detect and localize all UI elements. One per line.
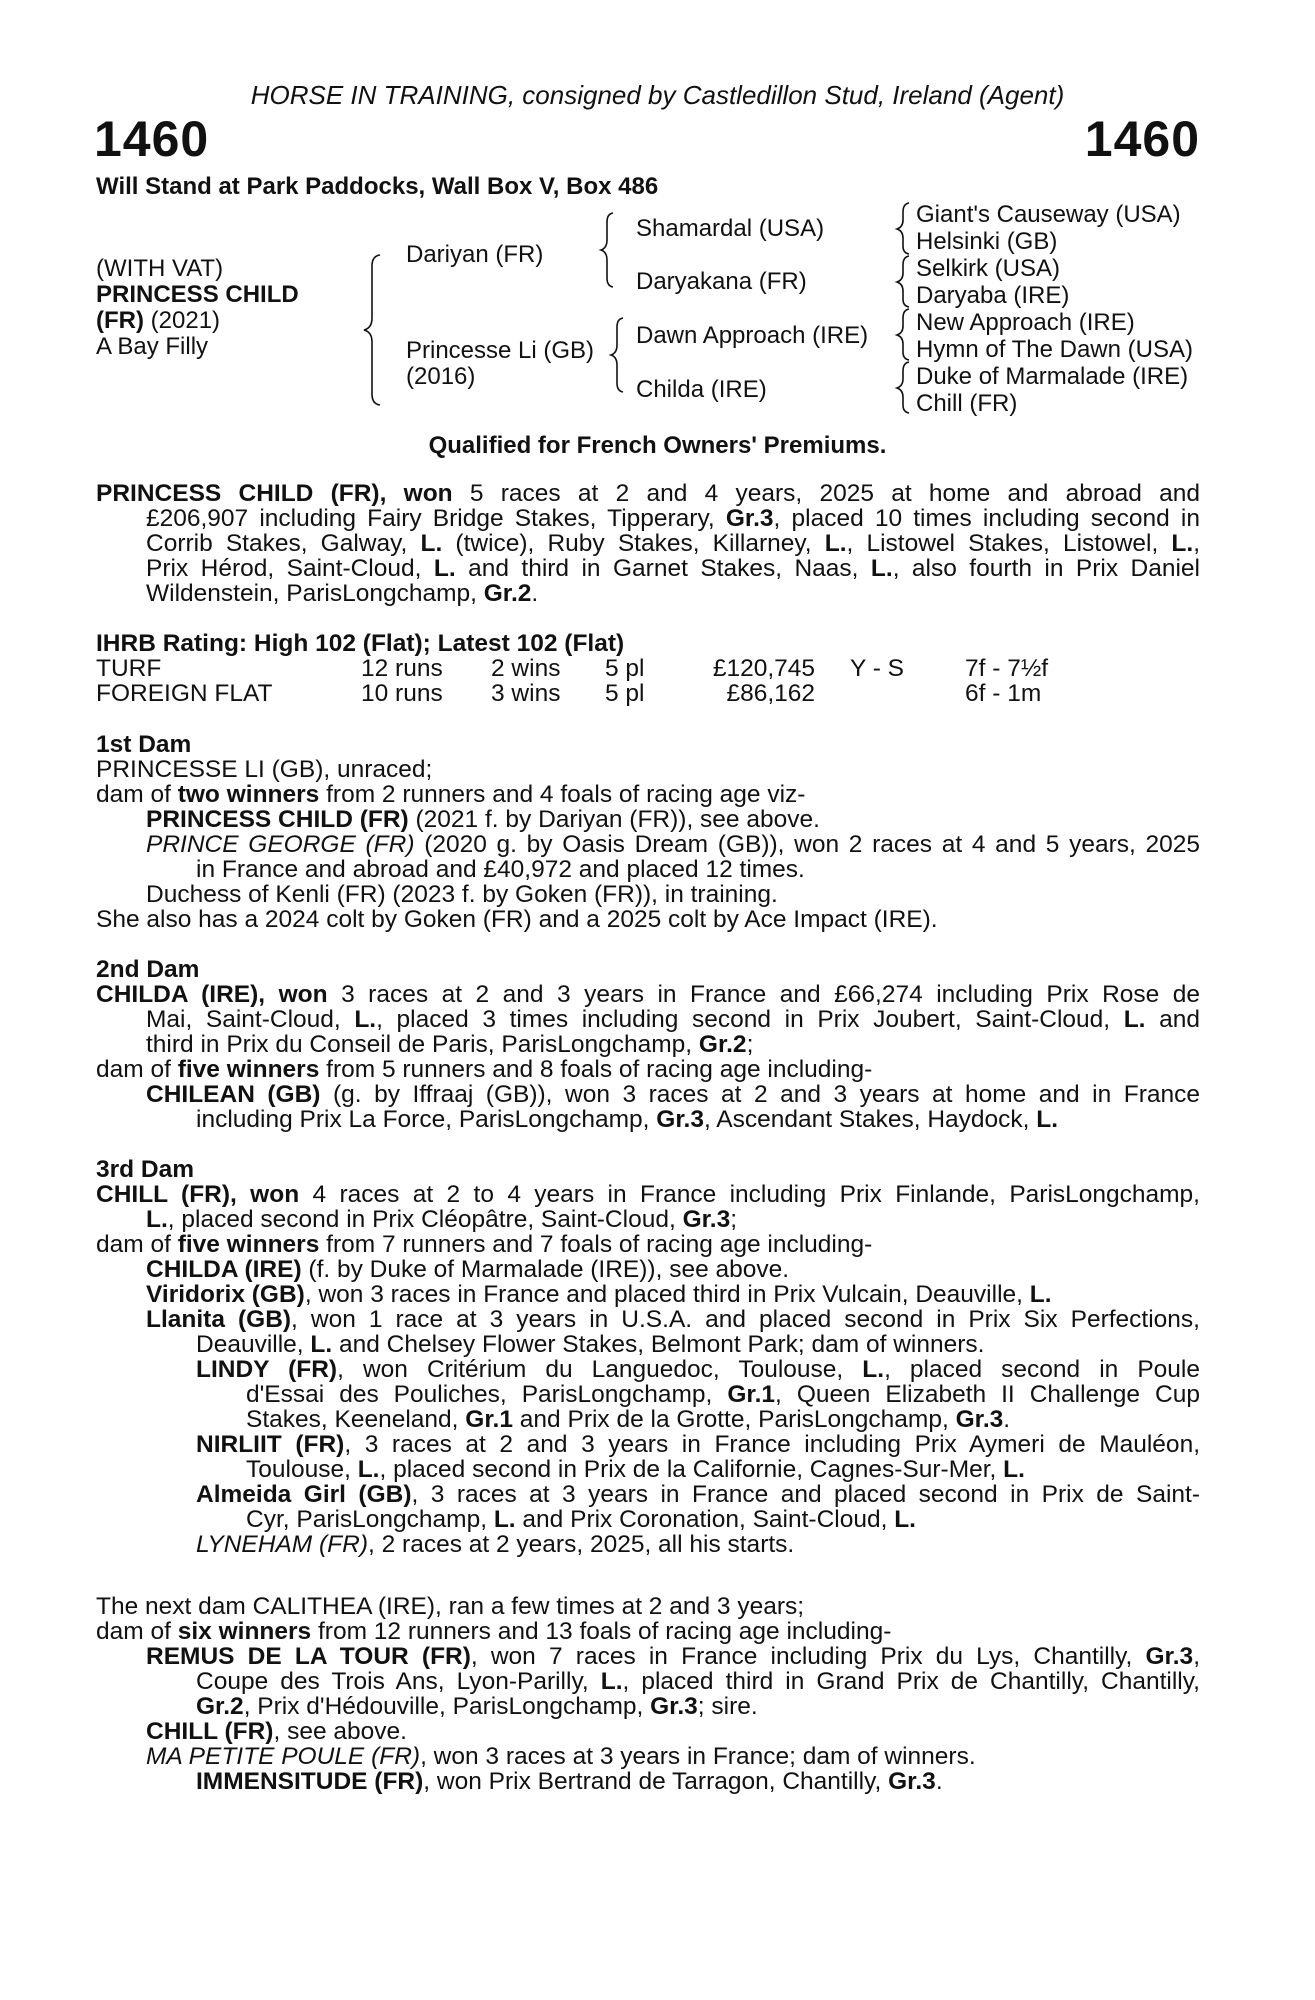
progeny-name: LINDY (FR) — [196, 1356, 338, 1383]
summary-line-3 — [146, 531, 1200, 557]
rating-row-turf-earnings: £120,745 — [712, 655, 815, 682]
pedigree-dsd: Hymn of The Dawn (USA) — [916, 336, 1193, 363]
summary-line-2 — [146, 506, 1200, 532]
next-dam-text: from 12 runners and 13 foals of racing age including- — [311, 1618, 892, 1645]
dam2-text: , placed 3 times including second in Prix Joubert, Saint-Cloud, — [376, 1006, 1124, 1033]
grade: Gr.1 — [465, 1406, 513, 1433]
brace-ds — [897, 309, 909, 360]
dam3-heading: 3rd Dam — [96, 1156, 195, 1183]
progeny-name: PRINCESS CHILD (FR) — [146, 806, 409, 833]
rating-row-foreign-wins: 3 wins — [491, 680, 561, 707]
dam3-text: Toulouse, — [246, 1456, 358, 1483]
summary-text: , also fourth in Prix Daniel — [892, 555, 1200, 582]
dam1-heading: 1st Dam — [96, 731, 192, 758]
rating-row-foreign-earnings: £86,162 — [726, 680, 815, 707]
dam3-text: , won Critérium du Languedoc, Toulouse, — [337, 1356, 863, 1383]
dam3-text: and Prix de la Grotte, ParisLongchamp, — [512, 1406, 956, 1433]
summary-line-4 — [146, 556, 1200, 582]
dam3-line-8 — [196, 1357, 1200, 1383]
dam2-winners: five winners — [177, 1056, 320, 1083]
next-dam-line-5 — [196, 1694, 758, 1720]
dam3-line-13 — [196, 1482, 1200, 1508]
dam3-text: , 3 races at 3 years in France and placed second in Prix de Saint- — [411, 1481, 1200, 1508]
dam2-name: CHILDA (IRE), won — [96, 981, 328, 1008]
grade: L. — [1171, 530, 1194, 557]
summary-text: , Listowel Stakes, Listowel, — [846, 530, 1172, 557]
grade: L. — [357, 1456, 380, 1483]
grade: L. — [862, 1356, 885, 1383]
rating-row-turf-wins: 2 wins — [491, 655, 561, 682]
pedigree-dds: Duke of Marmalade (IRE) — [916, 363, 1189, 390]
summary-text: Prix Hérod, Saint-Cloud, — [146, 555, 434, 582]
summary-name: PRINCESS CHILD (FR), won — [96, 480, 453, 507]
dam2-line-3 — [146, 1032, 753, 1058]
dam1-winners: two winners — [177, 781, 320, 808]
summary-text: Wildenstein, ParisLongchamp, — [146, 580, 484, 607]
dam2-text: Mai, Saint-Cloud, — [146, 1006, 355, 1033]
summary-text: , — [1193, 530, 1201, 557]
dam3-text: 4 races at 2 to 4 years in France including Prix Finlande, ParisLongchamp, — [299, 1181, 1200, 1208]
dam2-text: dam of — [96, 1056, 178, 1083]
grade: L. — [354, 1006, 377, 1033]
dam1-text: (2021 f. by Dariyan (FR)), see above. — [408, 806, 820, 833]
pedigree-dam-dam: Childa (IRE) — [636, 376, 767, 403]
next-dam-line-4 — [196, 1669, 1200, 1695]
progeny-name: CHILL (FR) — [146, 1718, 274, 1745]
summary-text: , placed 10 times including second in — [773, 505, 1200, 532]
brace-main — [364, 255, 380, 405]
grade: Gr.1 — [727, 1381, 776, 1408]
dam3-text: Cyr, ParisLongchamp, — [246, 1506, 494, 1533]
horse-year: (2021) — [143, 307, 221, 334]
horse-description: A Bay Filly — [96, 333, 209, 360]
grade: L. — [1123, 1006, 1146, 1033]
dam3-winners: five winners — [177, 1231, 320, 1258]
dam1-line-6: Duchess of Kenli (FR) (2023 f. by Goken (FR)), in training. — [146, 881, 778, 908]
progeny-name: LYNEHAM (FR) — [196, 1531, 368, 1558]
vat-label: (WITH VAT) — [96, 255, 224, 282]
rating-title: IHRB Rating: High 102 (Flat); Latest 102 (Flat) — [96, 630, 625, 657]
progeny-name: Viridorix (GB) — [146, 1281, 305, 1308]
brace-sire — [601, 213, 613, 287]
dam1-text: dam of — [96, 781, 178, 808]
rating-row-foreign-placed: 5 pl — [605, 680, 645, 707]
dam3-text: , placed second in Prix de la Californie, Cagnes-Sur-Mer, — [379, 1456, 1004, 1483]
dam3-line-3 — [96, 1232, 872, 1258]
grade: Gr.2 — [698, 1031, 747, 1058]
grade: L. — [824, 530, 847, 557]
summary-text: . — [531, 580, 539, 607]
dam3-text: from 7 runners and 7 foals of racing age including- — [319, 1231, 873, 1258]
pedigree-dss: New Approach (IRE) — [916, 309, 1135, 336]
pedigree-sds: Selkirk (USA) — [916, 255, 1061, 282]
next-dam-text: ; sire. — [697, 1693, 758, 1720]
dam1-line-1: PRINCESSE LI (GB), unraced; — [96, 756, 433, 783]
pedigree-ddd: Chill (FR) — [916, 390, 1018, 417]
progeny-name: MA PETITE POULE (FR) — [146, 1743, 421, 1770]
next-dam-text: , Prix d'Hédouville, ParisLongchamp, — [243, 1693, 651, 1720]
dam3-text: , won 3 races in France and placed third in Prix Vulcain, Deauville, — [304, 1281, 1030, 1308]
dam3-text: (f. by Duke of Marmalade (IRE)), see above. — [301, 1256, 790, 1283]
dam3-text: , 2 races at 2 years, 2025, all his starts. — [367, 1531, 795, 1558]
pedigree-ssd: Helsinki (GB) — [916, 228, 1058, 255]
pedigree-dam: Princesse Li (GB) — [406, 337, 595, 364]
next-dam-text: dam of — [96, 1618, 178, 1645]
dam3-line-7 — [196, 1332, 984, 1358]
progeny-name: Almeida Girl (GB) — [196, 1481, 412, 1508]
dam3-line-11 — [196, 1432, 1200, 1458]
summary-text: and third in Garnet Stakes, Naas, — [455, 555, 871, 582]
dam3-text: Deauville, — [196, 1331, 311, 1358]
next-dam-line-8 — [196, 1769, 943, 1795]
brace-dd — [897, 362, 909, 413]
grade: Gr.2 — [483, 580, 532, 607]
dam3-line-9 — [246, 1382, 1200, 1408]
pedigree-sire-dam: Daryakana (FR) — [636, 268, 807, 295]
dam2-text: ; — [746, 1031, 754, 1058]
next-dam-text: , — [1193, 1643, 1200, 1670]
dam2-line-1 — [96, 982, 1200, 1008]
dam2-text: including Prix La Force, ParisLongchamp, — [196, 1106, 657, 1133]
grade: L. — [493, 1506, 516, 1533]
progeny-name: CHILDA (IRE) — [146, 1256, 302, 1283]
next-dam-text: , won Prix Bertrand de Tarragon, Chantilly, — [423, 1768, 889, 1795]
pedigree-dam-year: (2016) — [406, 363, 476, 390]
dam3-line-6 — [146, 1307, 1200, 1333]
dam3-line-2 — [146, 1207, 737, 1233]
grade: L. — [146, 1206, 168, 1233]
horse-country: (FR) — [96, 307, 144, 334]
rating-row-turf-distance: 7f - 7½f — [965, 655, 1049, 682]
horse-name: PRINCESS CHILD — [96, 281, 299, 308]
grade: Gr.3 — [656, 1106, 704, 1133]
rating-row-foreign-runs: 10 runs — [361, 680, 443, 707]
rating-row-foreign-label: FOREIGN FLAT — [96, 680, 273, 707]
progeny-name: REMUS DE LA TOUR (FR) — [146, 1643, 471, 1670]
dam1-text: (2020 g. by Oasis Dream (GB)), won 2 races at 4 and 5 years, 2025 — [414, 831, 1200, 858]
rating-row-turf-going: Y - S — [850, 655, 905, 682]
dam2-text: 3 races at 2 and 3 years in France and £66,274 including Prix Rose de — [327, 981, 1201, 1008]
progeny-name: NIRLIIT (FR) — [196, 1431, 345, 1458]
brace-dam — [611, 318, 623, 392]
next-dam-winners: six winners — [177, 1618, 312, 1645]
dam1-line-2 — [96, 782, 805, 808]
dam3-text: Stakes, Keeneland, — [246, 1406, 466, 1433]
dam3-line-14 — [246, 1507, 916, 1533]
dam2-text: and — [1145, 1006, 1200, 1033]
progeny-name: CHILEAN (GB) — [146, 1081, 321, 1108]
dam1-line-4 — [146, 832, 1200, 858]
grade: L. — [420, 530, 443, 557]
dam1-line-7: She also has a 2024 colt by Goken (FR) and a 2025 colt by Ace Impact (IRE). — [96, 906, 938, 933]
progeny-name: IMMENSITUDE (FR) — [196, 1768, 424, 1795]
pedigree-sire: Dariyan (FR) — [406, 241, 544, 268]
next-dam-text: . — [935, 1768, 943, 1795]
dam2-text: , Ascendant Stakes, Haydock, — [703, 1106, 1037, 1133]
dam3-line-1 — [96, 1182, 1200, 1208]
brace-ss — [897, 203, 909, 254]
summary-text: 5 races at 2 and 4 years, 2025 at home and abroad and — [452, 480, 1200, 507]
dam3-name: CHILL (FR), won — [96, 1181, 300, 1208]
next-dam-text: , placed third in Grand Prix de Chantilly, Chantilly, — [622, 1668, 1200, 1695]
dam2-line-6 — [196, 1107, 1058, 1133]
qualified-note: Qualified for French Owners' Premiums. — [428, 432, 887, 459]
next-dam-line-2 — [96, 1619, 891, 1645]
grade: L. — [870, 555, 893, 582]
grade: L. — [894, 1506, 916, 1533]
pedigree-dam-sire: Dawn Approach (IRE) — [636, 322, 869, 349]
grade: L. — [1029, 1281, 1052, 1308]
dam3-text: , placed second in Poule — [884, 1356, 1201, 1383]
dam1-line-5: in France and abroad and £40,972 and placed 12 times. — [196, 856, 805, 883]
next-dam-text: , won 7 races in France including Prix du Lys, Chantilly, — [470, 1643, 1146, 1670]
dam3-line-10 — [246, 1407, 1010, 1433]
dam3-text: . — [1003, 1406, 1011, 1433]
next-dam-line-7 — [146, 1744, 976, 1770]
dam3-text: , placed second in Prix Cléopâtre, Saint-Cloud, — [167, 1206, 683, 1233]
grade: Gr.3 — [725, 505, 774, 532]
dam2-line-4 — [96, 1057, 872, 1083]
dam2-text: from 5 runners and 8 foals of racing age including- — [319, 1056, 873, 1083]
summary-text: (twice), Ruby Stakes, Killarney, — [442, 530, 825, 557]
next-dam-text: , see above. — [273, 1718, 407, 1745]
grade: Gr.3 — [682, 1206, 731, 1233]
rating-row-turf-placed: 5 pl — [605, 655, 645, 682]
pedigree-sdd: Daryaba (IRE) — [916, 282, 1070, 309]
dam1-text: from 2 runners and 4 foals of racing age viz- — [319, 781, 806, 808]
dam3-text: d'Essai des Pouliches, ParisLongchamp, — [246, 1381, 728, 1408]
grade: L. — [310, 1331, 333, 1358]
dam3-text: , Queen Elizabeth II Challenge Cup — [775, 1381, 1200, 1408]
grade: Gr.3 — [888, 1768, 936, 1795]
dam3-text: and Chelsey Flower Stakes, Belmont Park; dam of winners. — [332, 1331, 985, 1358]
dam3-text: , 3 races at 2 and 3 years in France including Prix Aymeri de Mauléon, — [344, 1431, 1200, 1458]
dam2-text: third in Prix du Conseil de Paris, ParisLongchamp, — [146, 1031, 699, 1058]
grade: L. — [600, 1668, 623, 1695]
grade: Gr.2 — [196, 1693, 244, 1720]
dam3-text: dam of — [96, 1231, 178, 1258]
dam3-line-4 — [146, 1257, 789, 1283]
progeny-name: Llanita (GB) — [146, 1306, 292, 1333]
pedigree-sss: Giant's Causeway (USA) — [916, 201, 1181, 228]
dam2-heading: 2nd Dam — [96, 956, 200, 983]
next-dam-text: Coupe des Trois Ans, Lyon-Parilly, — [196, 1668, 601, 1695]
dam3-line-5 — [146, 1282, 1052, 1308]
next-dam-line-6 — [146, 1719, 407, 1745]
rating-row-foreign-distance: 6f - 1m — [965, 680, 1042, 707]
dam3-text: , won 1 race at 3 years in U.S.A. and placed second in Prix Six Perfections, — [291, 1306, 1200, 1333]
stand-location: Will Stand at Park Paddocks, Wall Box V, Box 486 — [96, 173, 659, 200]
consignment-line: HORSE IN TRAINING, consigned by Castledillon Stud, Ireland (Agent) — [250, 80, 1065, 110]
dam3-line-12 — [246, 1457, 1025, 1483]
brace-sd — [897, 256, 909, 307]
next-dam-line-1: The next dam CALITHEA (IRE), ran a few times at 2 and 3 years; — [96, 1593, 805, 1620]
grade: L. — [1036, 1106, 1059, 1133]
next-dam-line-3 — [146, 1644, 1200, 1670]
summary-line-1 — [96, 481, 1200, 507]
grade: L. — [1003, 1456, 1025, 1483]
grade: Gr.3 — [1145, 1643, 1194, 1670]
next-dam-text: , won 3 races at 3 years in France; dam of winners. — [420, 1743, 976, 1770]
progeny-name: PRINCE GEORGE (FR) — [146, 831, 415, 858]
summary-line-5 — [146, 581, 538, 607]
dam3-line-15 — [196, 1532, 794, 1558]
pedigree-sire-sire: Shamardal (USA) — [636, 215, 825, 242]
lot-number-left: 1460 — [94, 111, 210, 167]
dam2-line-5 — [146, 1082, 1200, 1108]
rating-row-turf-label: TURF — [96, 655, 162, 682]
rating-row-turf-runs: 12 runs — [361, 655, 443, 682]
dam2-text: (g. by Iffraaj (GB)), won 3 races at 2 and 3 years at home and in France — [320, 1081, 1200, 1108]
summary-text: Corrib Stakes, Galway, — [146, 530, 421, 557]
dam3-text: and Prix Coronation, Saint-Cloud, — [515, 1506, 895, 1533]
lot-number-right: 1460 — [1084, 111, 1200, 167]
dam1-line-3 — [146, 807, 820, 833]
grade: Gr.3 — [955, 1406, 1004, 1433]
dam3-text: ; — [730, 1206, 738, 1233]
dam2-line-2 — [146, 1007, 1200, 1033]
summary-text: £206,907 including Fairy Bridge Stakes, Tipperary, — [146, 505, 726, 532]
grade: Gr.3 — [650, 1693, 698, 1720]
grade: L. — [433, 555, 456, 582]
